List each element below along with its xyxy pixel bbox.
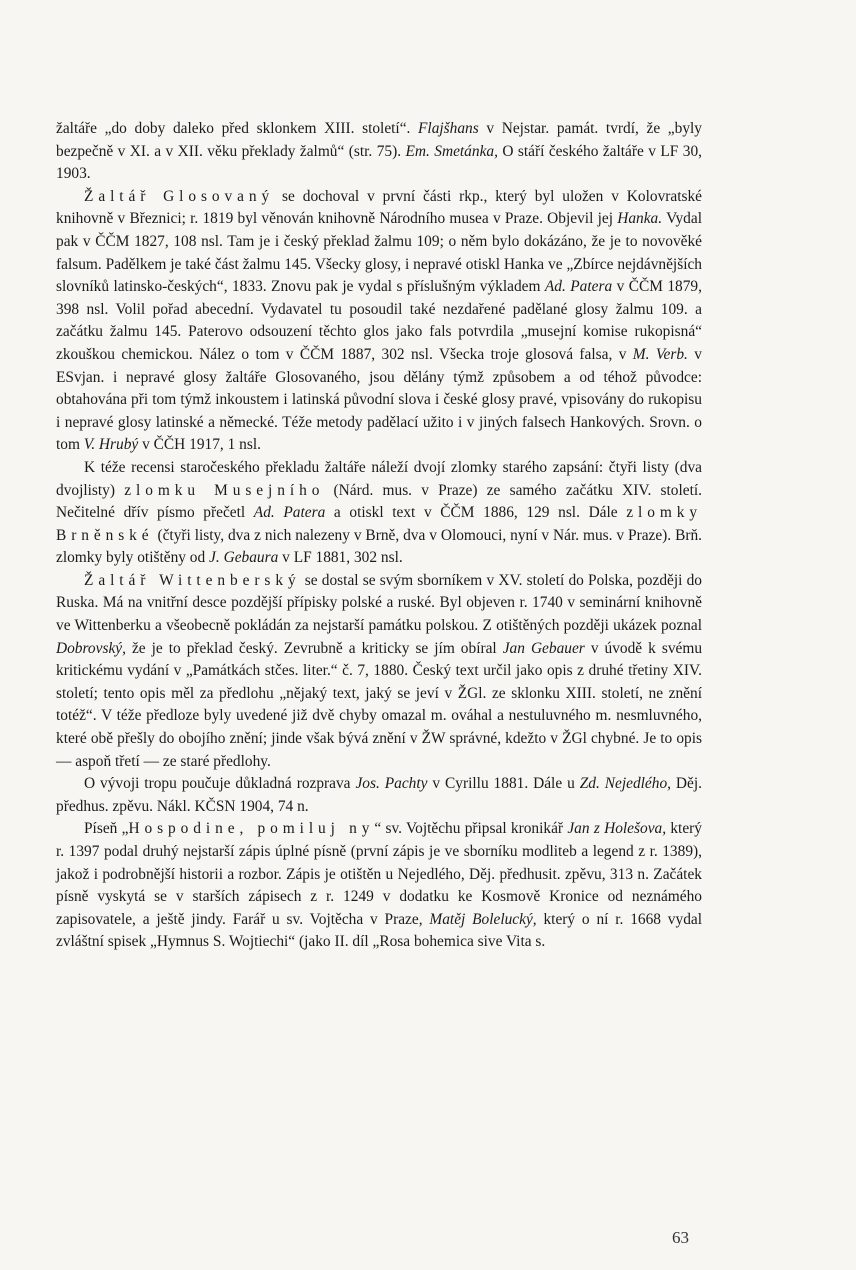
text-run: v ESvjan. i nepravé glosy žaltáře Glosovaného, jsou dělány týmž způsobem a od téhož původce: obtahována při tom týmž inkoustem i latinská původní slova i české glosy pravé, vpisovány do rukopisu i nepravé glosy latinské a německé. Téže metody padělací užito i v jiných falsech Hankových. Srovn. o tom — [56, 345, 703, 454]
spaced-emphasis-text: Hospodine, pomiluj ny — [128, 820, 375, 838]
italic-text: Em. Smetánka, — [405, 142, 498, 160]
text-run: který r. 1397 podal druhý nejstarší zápis úplné písně (první zápis je ve sborníku modliteb a legend z r. 1389), jakož i podrobnější historii a rozbor. Zápis je otištěn u Nejedlého, Děj. předhusit. zpěvu, 313 n. Začátek písně vyskytá se v starších zápisech z r. 1249 v dodatku ke Kosmově Kronice od neznámého zapisovatele, a ještě jindy. Farář u sv. Vojtěcha v Praze, — [56, 820, 702, 928]
text-run: v ČČH 1917, 1 nsl. — [138, 436, 261, 454]
paragraph — [56, 773, 702, 818]
paragraph — [56, 118, 702, 186]
italic-text: Jan z Holešova, — [567, 820, 667, 838]
page-number: 63 — [672, 1228, 689, 1247]
italic-text: Jos. Pachty — [355, 775, 428, 793]
text-run: že je to překlad český. Zevrubně a kriticky se jím obíral — [125, 639, 503, 657]
body-text — [56, 118, 702, 954]
paragraph — [56, 818, 702, 954]
text-run: v Cyrillu 1881. Dále u — [427, 775, 580, 793]
text-run: (čtyři listy, dva z nich nalezeny v Brně, dva v Olomouci, nyní v Nár. mus. v Praze). Brň. zlomky byly otištěny od — [56, 526, 702, 567]
spaced-emphasis-text: zlomky Brněnské — [56, 504, 702, 544]
text-run: v LF 1881, 302 nsl. — [278, 549, 403, 567]
italic-text: Ad. Patera — [253, 504, 326, 522]
text-run: (Nárd. mus. v Praze) ze samého začátku XIV. století. Nečitelné dřív písmo přečetl — [56, 481, 702, 522]
italic-text: Flajšhans — [418, 120, 479, 137]
text-run: žaltáře „do doby daleko před sklonkem XIII. století“. — [56, 120, 419, 137]
text-run: Vydal pak v ČČM 1827, 108 nsl. Tam je i český překlad žalmu 109; o něm bylo dokázáno, že je to novověké falsum. Padělkem je také část žalmu 145. Všecky glosy, i nepravé otiskl Hanka ve „Zbírce nejdávnějších slovníků latinsko-českých“, 1833. Znovu pak je vydal s příslušným výkladem — [56, 210, 702, 296]
text-run: Píseň „ — [84, 820, 129, 838]
text-run: se dochoval v první části rkp., který byl uložen v Kolovratské knihovně v Březnici; r. 1819 byl věnován knihovně Národního musea v Praze. Objevil jej — [56, 187, 703, 228]
text-run: Děj. předhus. zpěvu. Nákl. KČSN 1904, 74 n. — [56, 775, 702, 815]
paragraph — [56, 186, 702, 457]
text-run: se dostal se svým sborníkem v XV. století do Polska, později do Ruska. Má na vnitřní desce pozdější přípisky polské a ruské. Byl objeven r. 1740 v seminární knihovně ve Wittenberku a všeobecně pokládán za nejstarší památku polskou. Z otištěných později ukázek poznal — [56, 571, 702, 635]
text-run: v Nejstar. památ. tvrdí, že „byly bezpečně v XI. a v XII. věku překlady žalmů“ (str. 75). — [56, 120, 702, 160]
italic-text: Dobrovský, — [56, 639, 126, 657]
italic-text: M. Verb. — [632, 345, 688, 363]
spaced-emphasis-text: Žaltář Wittenberský — [84, 571, 301, 589]
spaced-emphasis-text: Žaltář Glosovaný — [84, 187, 275, 205]
italic-text: J. Gebaura — [209, 549, 279, 567]
text-run: “ sv. Vojtěchu připsal kronikář — [374, 820, 568, 838]
text-run: O stáří českého žaltáře v LF 30, 1903. — [56, 142, 702, 183]
text-run: a otiskl text v ČČM 1886, 129 nsl. Dále — [325, 504, 627, 522]
text-run: K téže recensi staročeského překladu žaltáře náleží dvojí zlomky starého zapsání: čtyři listy (dva dvojlisty) — [56, 458, 702, 499]
italic-text: Ad. Patera — [544, 278, 613, 296]
text-run: který o ní r. 1668 vydal zvláštní spisek „Hymnus S. Wojtiechi“ (jako II. díl „Rosa bohemica sive Vita s. — [56, 910, 702, 951]
text-run: v ČČM 1879, 398 nsl. Volil pořad abecední. Vydavatel tu posoudil také nezdařené padělané glosy žalmu 109. a začátku žalmu 145. Paterovo odsouzení těchto glos jako fals potvrdila „musejní komise rukopisná“ zkouškou chemickou. Nález o tom v ČČM 1887, 302 nsl. Všecka troje glosová falsa, v — [56, 278, 702, 363]
text-run: O vývoji tropu poučuje důkladná rozprava — [84, 775, 356, 793]
italic-text: V. Hrubý — [83, 436, 139, 454]
italic-text: Matěj Bolelucký, — [429, 910, 537, 928]
italic-text: Zd. Nejedlého, — [579, 775, 671, 793]
italic-text: Hanka. — [617, 210, 663, 228]
italic-text: Jan Gebauer — [502, 639, 585, 657]
paragraph — [56, 457, 702, 570]
text-run: v úvodě k svému kritickému vydání v „Památkách stčes. liter.“ č. 7, 1880. Český text určil jako opis z druhé třetiny XIV. století; tento opis měl za předlohu „nějaký text, jaký se jeví v ŽGl. ze sklonku XIII. století, ne znění totéž“. V téže předloze byly uvedené již dvě chyby omazal m. ováhal a nestuluvného m. nesmluvného, které obě přešly do obojího znění; jinde však bývá znění v ŽW správné, kdežto v ŽGl chybné. Je to opis — aspoň třetí — ze staré předlohy. — [56, 639, 703, 770]
spaced-emphasis-text: zlomku Musejního — [124, 481, 325, 499]
paragraph — [56, 570, 702, 773]
